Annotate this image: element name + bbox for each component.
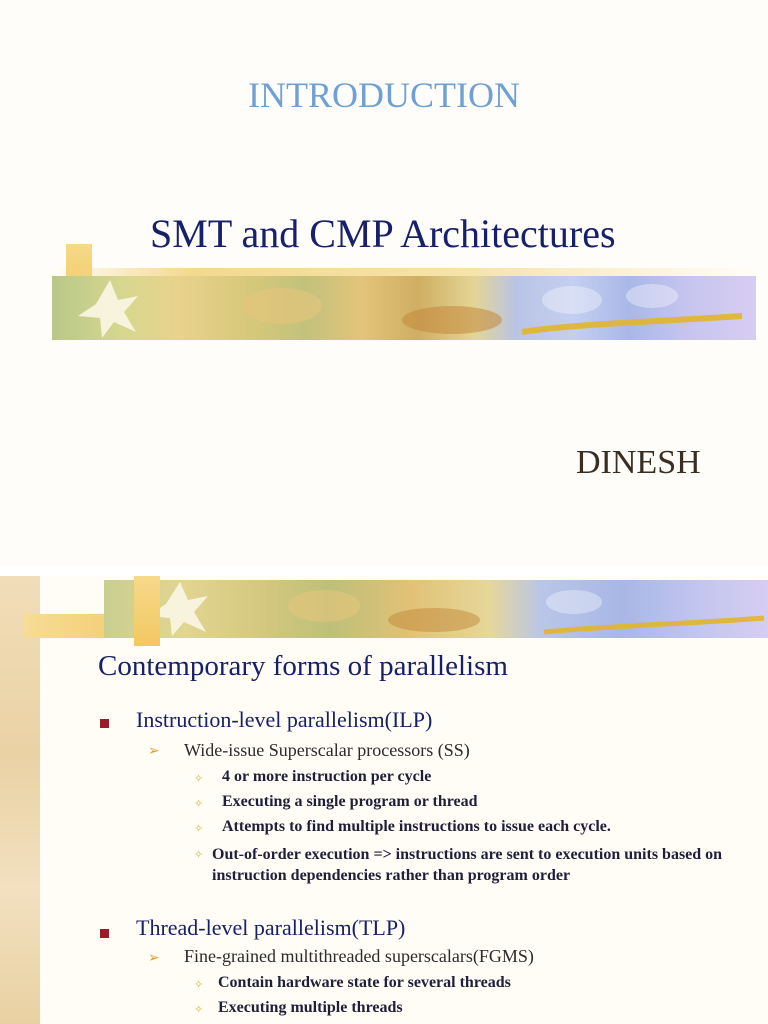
list-item: Contain hardware state for several threads bbox=[218, 974, 511, 991]
diamond-bullet-icon: ✧ bbox=[194, 797, 204, 810]
list-item: Executing multiple threads bbox=[218, 999, 403, 1016]
leaf-icon bbox=[104, 580, 768, 638]
author-name: DINESH bbox=[576, 444, 701, 481]
diamond-bullet-icon: ✧ bbox=[194, 822, 204, 835]
decorative-horizontal-bar bbox=[52, 268, 756, 276]
list-item: 4 or more instruction per cycle bbox=[222, 768, 432, 785]
slide-divider bbox=[0, 566, 768, 576]
decorative-parchment-edge bbox=[0, 576, 40, 1024]
square-bullet-icon bbox=[100, 929, 109, 938]
diamond-bullet-icon: ✧ bbox=[194, 1003, 204, 1016]
arrow-bullet-icon: ➢ bbox=[148, 950, 160, 966]
slide-title: Contemporary forms of parallelism bbox=[98, 650, 508, 682]
diamond-bullet-icon: ✧ bbox=[194, 848, 204, 861]
list-item: Attempts to find multiple instructions to issue each cycle. bbox=[222, 818, 611, 835]
decorative-vertical-bar bbox=[134, 576, 160, 646]
content-slide bbox=[0, 576, 768, 1024]
leaf-icon bbox=[52, 276, 756, 340]
decorative-leaf-banner bbox=[52, 276, 756, 340]
subsection-item: Fine-grained multithreaded superscalars(FGMS) bbox=[184, 946, 534, 966]
section-heading: Instruction-level parallelism(ILP) bbox=[136, 707, 433, 732]
decorative-leaf-banner bbox=[104, 580, 768, 638]
diamond-bullet-icon: ✧ bbox=[194, 978, 204, 991]
section-heading: Thread-level parallelism(TLP) bbox=[136, 915, 406, 940]
arrow-bullet-icon: ➢ bbox=[148, 743, 160, 759]
list-item: Out-of-order execution => instructions are sent to execution units based on instruction dependencies rather than program order bbox=[212, 846, 723, 884]
diamond-bullet-icon: ✧ bbox=[194, 772, 204, 785]
section-heading: INTRODUCTION bbox=[248, 75, 520, 115]
subsection-item: Wide-issue Superscalar processors (SS) bbox=[184, 740, 470, 760]
slide-title: SMT and CMP Architectures bbox=[150, 211, 616, 256]
square-bullet-icon bbox=[100, 719, 109, 728]
list-item: Executing a single program or thread bbox=[222, 793, 478, 810]
